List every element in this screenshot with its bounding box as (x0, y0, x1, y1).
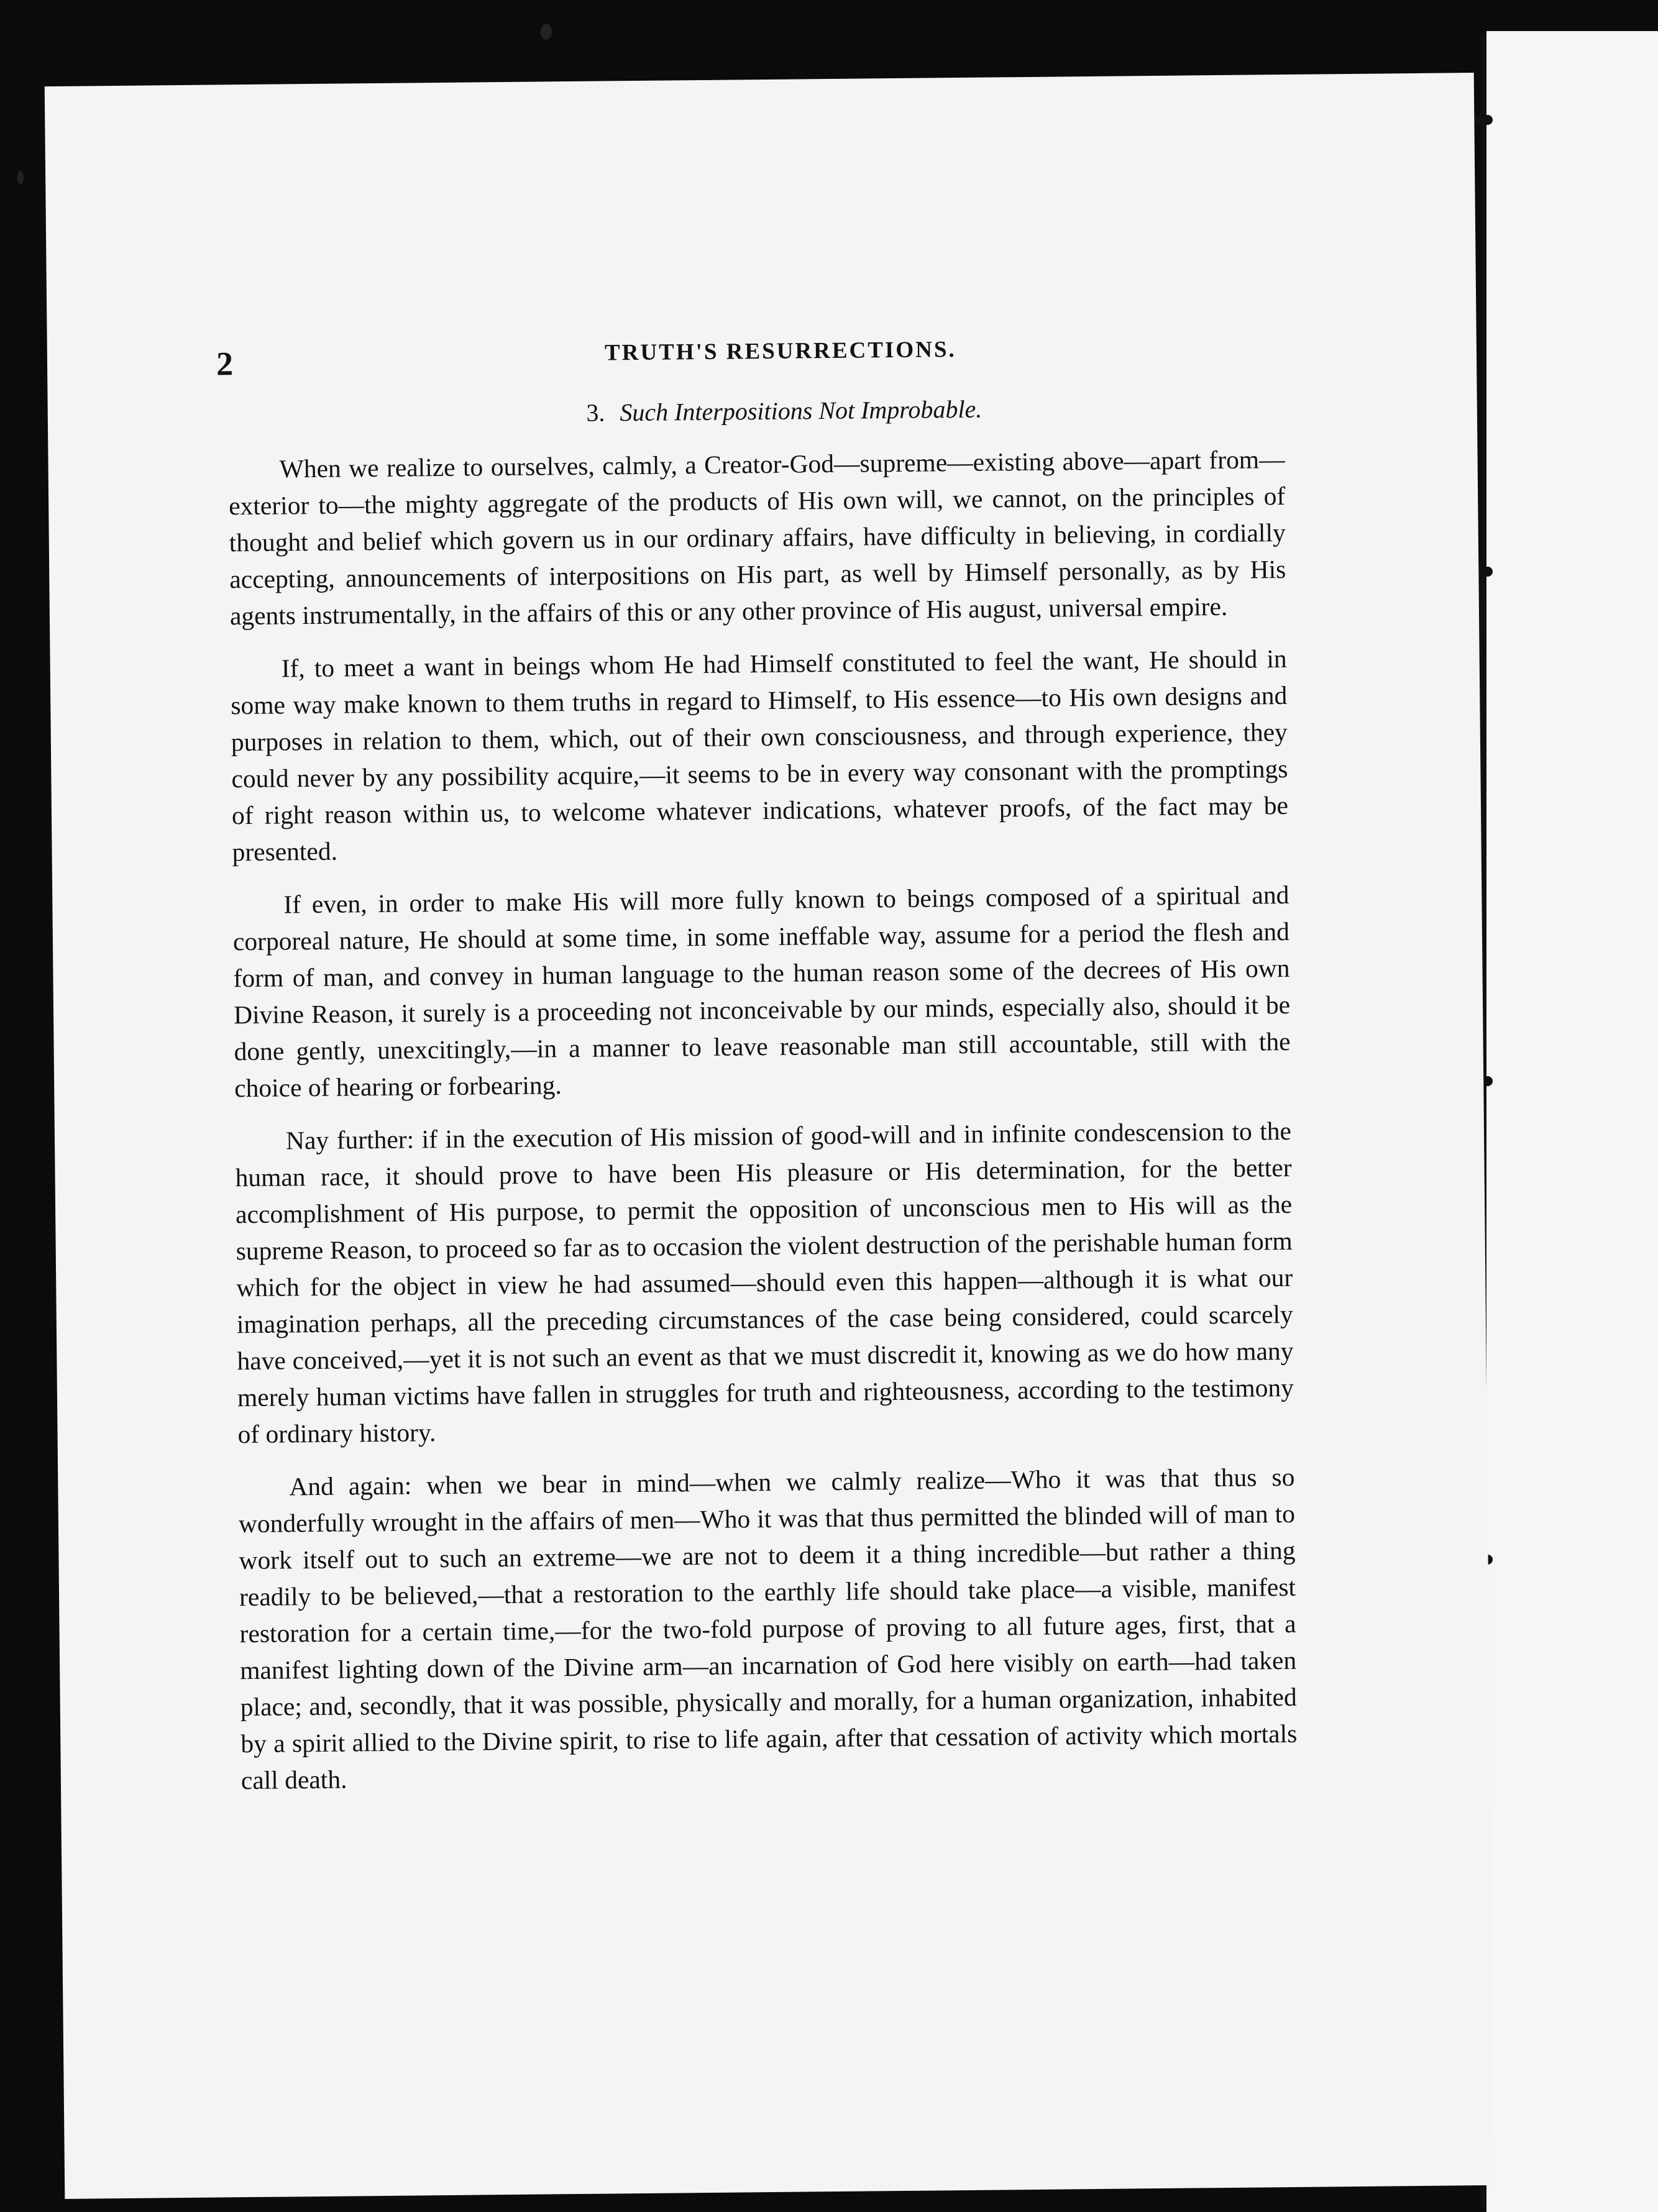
page-text-block (45, 73, 1495, 2199)
book-page (45, 73, 1495, 2199)
binding-thread (1474, 115, 1493, 125)
section-heading (48, 390, 1477, 432)
paragraph: If even, in order to make His will more fully known to beings composed of a spiritual and corporeal nature, He should at some time, in some ineffable way, assume for a period the flesh and form of man, and convey in human language to the human reason some of the decrees of His own Divine Reason, it surely is a proceeding not inconceivable by our minds, especially also, should it be done gently, unexcitingly,—in a manner to leave reasonable man still accountable, still with the choice of hearing or forbearing. (232, 880, 1291, 1103)
body-text (228, 441, 1298, 1815)
paragraph: If, to meet a want in beings whom He had Himself constituted to feel the want, He should in some way make known to them truths in regard to Himself, to His essence—to His own designs and purposes in relation to them, which, out of their own consciousness, and through experience, they could never by any possibility acquire,—it seems to be in every way consonant with the promptings of right reason within us, to welcome whatever indications, whatever proofs, of the fact may be presented. (231, 644, 1289, 867)
paragraph: Nay further: if in the execution of His mission of good-will and in infinite condescension to the human race, it should prove to have been His pleasure or His determination, for the better accomplishment of His purpose, to permit the opposition of unconscious men to His will as the supreme Reason, to proceed so far as to occasion the violent destruction of the perishable human form which for the object in view he had assumed—should even this happen—although it is what our imagination perhaps, all the preceding circumstances of the case being considered, could scarcely have conceived,—yet it is not such an event as that we must discredit it, knowing as we do how many merely human victims have fallen in struggles for truth and righteousness, according to the testimony of ordinary history. (235, 1116, 1294, 1449)
page-number: 2 (216, 345, 234, 383)
facing-page (1486, 31, 1658, 2212)
paragraph: And again: when we bear in mind—when we calmly realize—Who it was that thus so wonderfully wrought in the affairs of men—Who it was that thus permitted the blinded will of man to work itself out to such an extreme—we are not to deem it a thing incredible—but rather a thing readily to be believed,—that a restoration to the earthly life should take place—a visible, manifest restoration for a certain time,—for the two-fold purpose of proving to all future ages, first, that a manifest lighting down of the Divine arm—an incarnation of God here visibly on earth—had taken place; and, secondly, that it was possible, physically and morally, for a human organization, inhabited by a spirit allied to the Divine spirit, to rise to life again, after that cessation of activity which mortals call death. (238, 1462, 1298, 1795)
section-title: Such Interpositions Not Improbable. (620, 395, 982, 427)
paragraph: When we realize to ourselves, calmly, a Creator-God—supreme—existing above—apart from—exterior to—the mighty aggregate of the products of His own will, we cannot, on the principles of thought and belief which govern us in our ordinary affairs, have difficulty in believing, in cordially accepting, announcements of interpositions on His part, as well by Himself personally, as by His agents instrumentally, in the affairs of this or any other province of His august, universal empire. (229, 444, 1286, 631)
running-head: TRUTH'S RESURRECTIONS. (604, 337, 956, 366)
scan-speck (17, 171, 24, 185)
section-number: 3. (586, 398, 605, 427)
scan-speck (541, 24, 552, 40)
